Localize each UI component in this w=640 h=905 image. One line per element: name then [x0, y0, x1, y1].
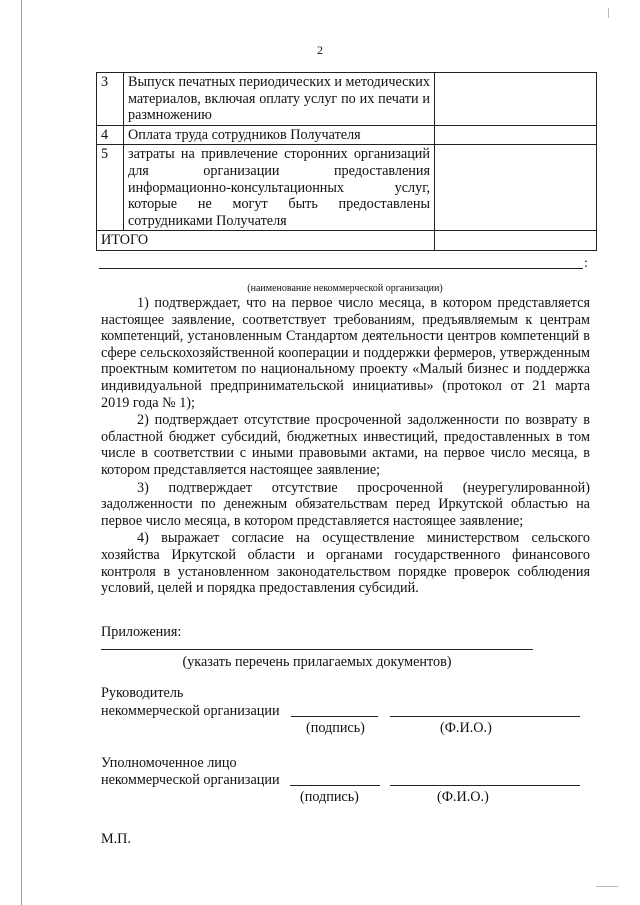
authorized-signature-line — [290, 785, 380, 786]
row-description: Выпуск печатных периодических и методических материалов, включая оплату услуг по их печати и размножению — [124, 73, 435, 126]
row-value — [435, 125, 597, 145]
row-number: 4 — [97, 125, 124, 145]
authorized-signature-caption: (подпись) — [300, 789, 359, 805]
appendix-line — [101, 649, 533, 650]
org-name-caption: (наименование некоммерческой организации) — [247, 283, 443, 294]
head-name-line — [390, 716, 580, 717]
stamp-label: М.П. — [101, 831, 131, 847]
authorized-title: Уполномоченное лицо — [101, 755, 237, 771]
table-total-row — [97, 231, 597, 251]
appendix-label: Приложения: — [101, 624, 182, 640]
row-description: затраты на привлечение сторонних организаций для организации предоставления информационно-консультационных услуг, которые не могут быть предоставлены сотрудниками Получателя — [124, 145, 435, 231]
page-number: 2 — [317, 43, 323, 57]
row-value — [435, 145, 597, 231]
authorized-org: некоммерческой организации — [101, 772, 280, 788]
head-title: Руководитель — [101, 685, 184, 701]
head-name-caption: (Ф.И.О.) — [440, 720, 492, 736]
org-name-line — [99, 268, 583, 269]
row-number: 5 — [97, 145, 124, 231]
total-value — [435, 231, 597, 251]
authorized-name-caption: (Ф.И.О.) — [437, 789, 489, 805]
total-label: ИТОГО — [97, 231, 435, 251]
head-signature-caption: (подпись) — [306, 720, 365, 736]
declaration-item: 2) подтверждает отсутствие просроченной задолженности по возврату в областной бюджет субсидий, бюджетных инвестиций, предоставленных в том числе в соответствии с иными правовыми актами, на первое число месяца, в котором представляется настоящее заявление; — [101, 412, 590, 478]
head-org: некоммерческой организации — [101, 703, 280, 719]
appendix-caption: (указать перечень прилагаемых документов) — [182, 654, 452, 670]
table-row — [97, 145, 597, 231]
table-row — [97, 125, 597, 145]
scan-mark — [608, 8, 613, 18]
row-number: 3 — [97, 73, 124, 126]
scan-mark — [596, 886, 618, 887]
row-description: Оплата труда сотрудников Получателя — [124, 125, 435, 145]
table-row — [97, 73, 597, 126]
authorized-name-line — [390, 785, 580, 786]
left-margin-rule — [21, 0, 22, 905]
head-signature-line — [291, 716, 378, 717]
declaration-item: 4) выражает согласие на осуществление министерством сельского хозяйства Иркутской области и органами государственного финансового контроля в установленном законодательством порядке проверок соблюдения условий, целей и порядка предоставления субсидий. — [101, 530, 590, 597]
declaration-body — [101, 295, 590, 598]
org-name-colon: : — [584, 256, 588, 271]
declaration-item: 3) подтверждает отсутствие просроченной (неурегулированной) задолженности по денежным обязательствам перед Иркутской областью на первое число месяца, в котором представляется настоящее заявление; — [101, 479, 590, 529]
row-value — [435, 73, 597, 126]
cost-table — [96, 72, 597, 251]
declaration-item: 1) подтверждает, что на первое число месяца, в котором представляется настоящее заявление, соответствует требованиям, предъявляемым к центрам компетенций, установленным Стандартом деятельности центров компетенций в сфере сельскохозяйственной кооперации и поддержки фермеров, утвержденным проектным комитетом по национальному проекту «Малый бизнес и поддержка индивидуальной предпринимательской инициативы» (протокол от 21 марта 2019 года № 1); — [101, 295, 590, 411]
